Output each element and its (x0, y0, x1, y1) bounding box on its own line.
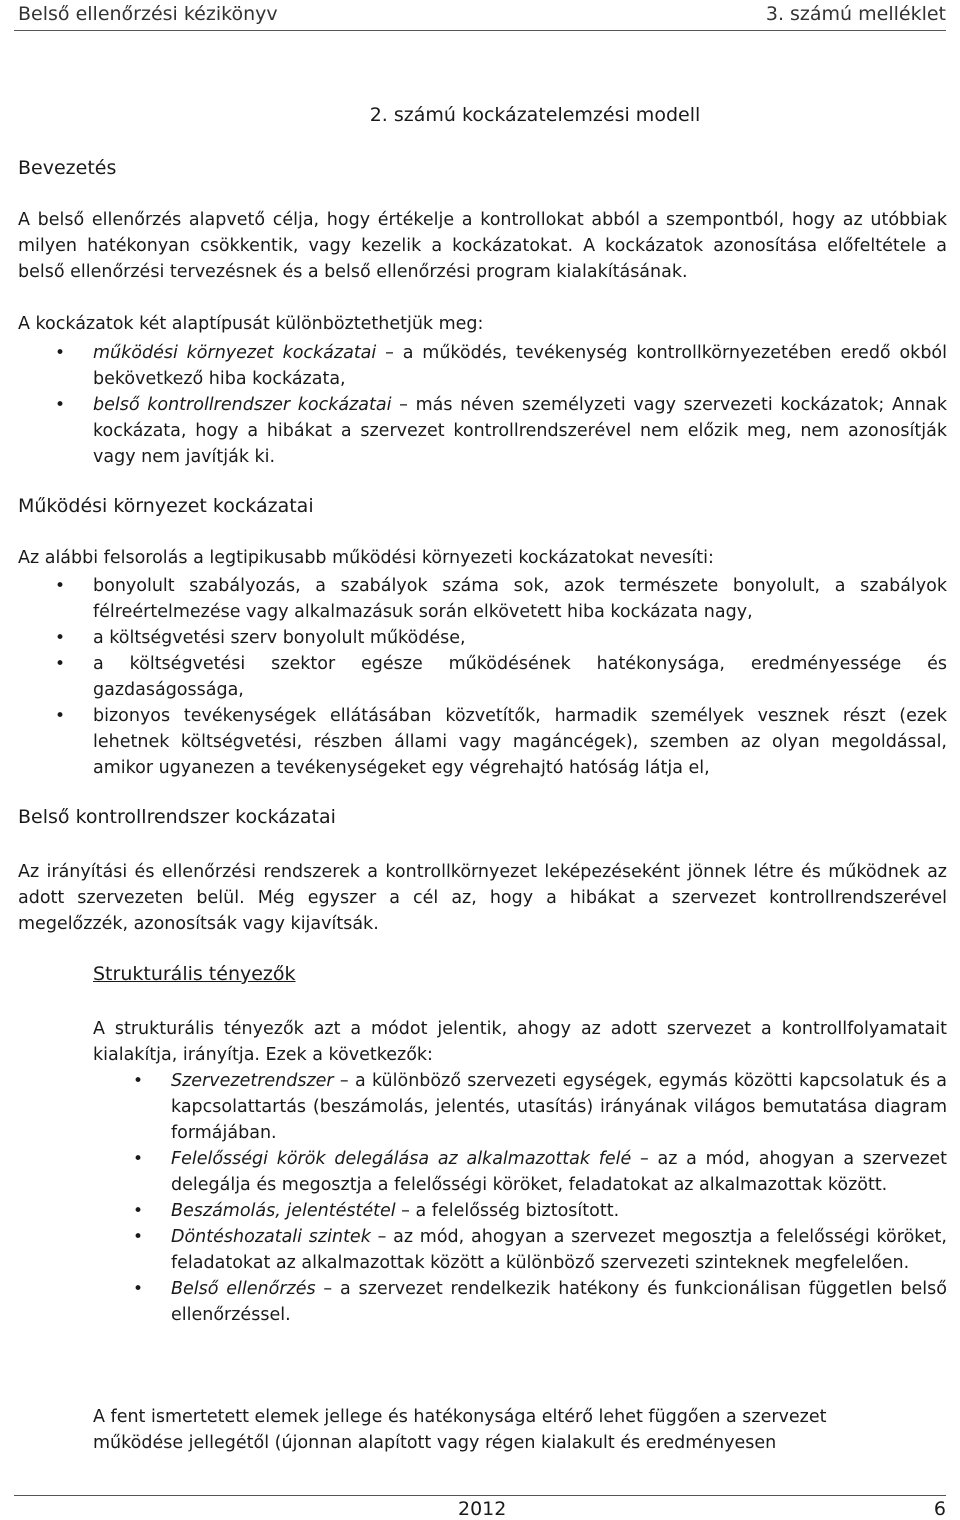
factor-desc: a különböző szervezeti egységek, egymás közötti kapcsolatuk és a kapcsolattartás (beszámolás, jelentés, utasítás) irányának világos bemutatása diagram formájában. (171, 1071, 947, 1143)
closing-line-2: működése jellegétől (újonnan alapított vagy régen kialakult és eredményesen (93, 1433, 777, 1453)
header-divider (14, 30, 946, 31)
bullet-icon: • (55, 628, 66, 648)
factor-term: Felelősségi körök delegálása az alkalmazottak felé (171, 1149, 632, 1169)
list-item-text: bonyolult szabályozás, a szabályok száma sok, azok természete bonyolult, a szabályok félreértelmezése vagy alkalmazásuk során elkövetett hiba kockázata nagy, (93, 576, 947, 622)
closing-line-1: A fent ismertetett elemek jellege és hatékonysága eltérő lehet függően a szervezet (93, 1407, 827, 1427)
header-appendix-label: 3. számú melléklet (765, 3, 946, 25)
factor-term: Belső ellenőrzés (171, 1279, 316, 1299)
list-item-text: a költségvetési szektor egésze működésének hatékonysága, eredményessége és gazdaságossága, (93, 654, 947, 700)
dash: – (370, 1227, 394, 1247)
bullet-icon: • (133, 1149, 144, 1169)
dash: – (315, 1279, 340, 1299)
factor-desc: az a mód, ahogyan a szervezet delegálja és megosztja a felelősségi köröket, feladatokat az alkalmazottak között. (171, 1149, 947, 1195)
list-item (133, 1224, 947, 1276)
risk-type-term: működési környezet kockázatai (93, 343, 377, 363)
header-document-title: Belső ellenőrzési kézikönyv (18, 3, 278, 25)
list-item (133, 1198, 947, 1224)
bullet-icon: • (55, 654, 66, 674)
dash: – (391, 395, 416, 415)
bullet-icon: • (133, 1279, 144, 1299)
list-item (133, 1068, 947, 1146)
dash: – (333, 1071, 355, 1091)
risk-type-desc: a működés, tevékenység kontrollkörnyezetében eredő okból bekövetkező hiba kockázata, (93, 343, 947, 389)
structural-factors-list (133, 1068, 947, 1328)
factor-term: Beszámolás, jelentéstétel (171, 1201, 396, 1221)
risk-type-term: belső kontrollrendszer kockázatai (93, 395, 392, 415)
page-title: 2. számú kockázatelemzési modell (369, 104, 701, 126)
intro-paragraph: A belső ellenőrzés alapvető célja, hogy értékelje a kontrollokat abból a szempontból, hogy az utóbbiak milyen hatékonyan csökkentik, vagy kezelik a kockázatokat. A kockázatok azonosítása előfeltétele a belső ellenőrzési tervezésnek és a belső ellenőrzési program kialakításának. (18, 210, 947, 282)
internal-control-paragraph: Az irányítási és ellenőrzési rendszerek a kontrollkörnyezet leképezéseként jönnek létre és működnek az adott szervezeten belül. Még egyszer a cél az, hogy a hibákat a szervezet kontrollrendszerével megelőzzék, azonosítsák vagy kijavítsák. (18, 862, 947, 934)
list-item-text: bizonyos tevékenységek ellátásában közvetítők, harmadik személyek vesznek részt (ezek lehetnek költségvetési, részben állami vagy magáncégek), szemben az olyan megoldással, amikor ugyanezen a tevékenységeket egy végrehajtó hatóság látja el, (93, 706, 947, 778)
section-heading-internal-control: Belső kontrollrendszer kockázatai (18, 806, 336, 828)
dash: – (395, 1201, 416, 1221)
structural-lead: A strukturális tényezők azt a módot jelentik, ahogy az adott szervezet a kontrollfolyamatait kialakítja, irányítja. Ezek a következők: (93, 1019, 947, 1065)
risk-types-list (55, 340, 947, 470)
dash: – (376, 343, 403, 363)
factor-term: Döntéshozatali szintek (171, 1227, 371, 1247)
footer-year: 2012 (458, 1498, 507, 1520)
list-item-text: a költségvetési szerv bonyolult működése, (93, 628, 466, 648)
bullet-icon: • (133, 1071, 144, 1091)
section-heading-introduction: Bevezetés (18, 157, 117, 179)
footer-divider (14, 1495, 946, 1496)
list-item (133, 1146, 947, 1198)
bullet-icon: • (55, 576, 66, 596)
factor-desc: az mód, ahogyan a szervezet megosztja a felelősségi köröket, feladatokat az alkalmazottak között a különböző szervezeti szinteknek megfelelően. (171, 1227, 947, 1273)
list-item (55, 703, 947, 781)
bullet-icon: • (133, 1201, 144, 1221)
factor-desc: a szervezet rendelkezik hatékony és funkcionálisan független belső ellenőrzéssel. (171, 1279, 947, 1325)
bullet-icon: • (55, 395, 66, 415)
section-heading-operational: Működési környezet kockázatai (18, 495, 314, 517)
list-item (55, 392, 947, 470)
footer-page-number: 6 (933, 1498, 946, 1520)
bullet-icon: • (55, 706, 66, 726)
list-item (133, 1276, 947, 1328)
list-item (55, 573, 947, 625)
dash: – (631, 1149, 658, 1169)
list-item (55, 625, 947, 651)
bullet-icon: • (55, 343, 66, 363)
factor-term: Szervezetrendszer (171, 1071, 334, 1091)
list-item (55, 340, 947, 392)
factor-desc: a felelősség biztosított. (415, 1201, 620, 1221)
subheading-structural-factors: Strukturális tényezők (93, 963, 296, 985)
risk-types-lead: A kockázatok két alaptípusát különböztethetjük meg: (18, 314, 484, 334)
operational-risk-list (55, 573, 947, 781)
list-item (55, 651, 947, 703)
bullet-icon: • (133, 1227, 144, 1247)
operational-lead: Az alábbi felsorolás a legtipikusabb működési környezeti kockázatokat nevesíti: (18, 548, 714, 568)
risk-type-desc: más néven személyzeti vagy szervezeti kockázatok; Annak kockázata, hogy a hibákat a szervezet kontrollrendszerével nem előzik meg, nem azonosítják vagy nem javítják ki. (93, 395, 947, 467)
